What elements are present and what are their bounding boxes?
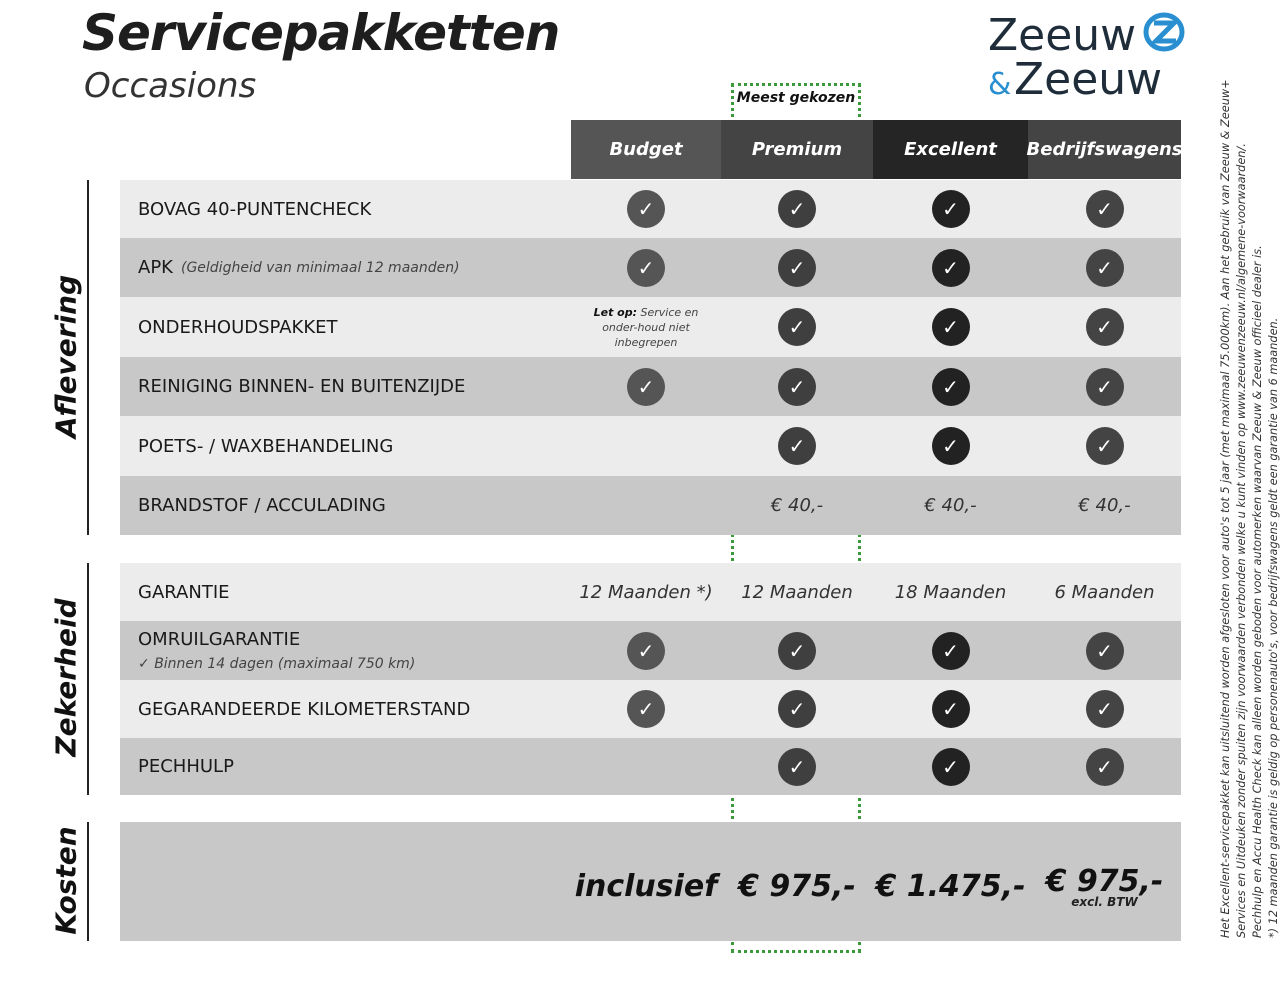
table-cell-bedrijfswagens [1028,180,1181,238]
column-header-excellent: Excellent [873,120,1028,179]
price-value: € 1.475,- [875,869,1026,904]
price-cell-budget [571,822,721,941]
footnotes [1218,79,1280,938]
check-circle-icon: ✓ [932,690,970,728]
svg-text:&: & [988,67,1012,100]
column-header-budget: Budget [571,120,721,179]
cell-value: € 40,- [770,495,824,516]
check-circle-icon: ✓ [778,427,816,465]
table-cell-excellent [873,416,1028,476]
check-circle-icon: ✓ [778,190,816,228]
table-cell-premium [721,621,873,680]
table-cell-budget [571,680,721,738]
table-row [120,563,1181,621]
section-divider-line [87,180,89,535]
row-label-text: POETS- / WAXBEHANDELING [138,435,394,457]
check-circle-icon: ✓ [778,308,816,346]
check-circle-icon: ✓ [932,190,970,228]
table-cell-premium [721,680,873,738]
table-row [120,476,1181,535]
table-cell-excellent [873,357,1028,416]
table-cell-budget [571,476,721,535]
footnote-line: Pechhulp en Accu Health Check kan alleen worden geboden voor automerken waarvan Zeeuw & Zeeuw officieel dealer is. [1251,245,1264,938]
row-label-text: ONDERHOUDSPAKKET [138,316,338,338]
check-circle-icon: ✓ [778,249,816,287]
table-cell-budget [571,180,721,238]
table-cell-premium [721,357,873,416]
table-row [120,180,1181,238]
table-cell-bedrijfswagens [1028,238,1181,297]
cell-value: € 40,- [924,495,977,516]
table-row [120,738,1181,795]
check-circle-icon: ✓ [932,368,970,406]
check-circle-icon: ✓ [627,368,665,406]
row-label [138,297,338,357]
column-header-bedrijfswagens: Bedrijfswagens [1028,120,1181,179]
table-cell-budget [571,297,721,357]
zeeuw-zeeuw-logo [988,8,1188,100]
footnote-line: *) 12 maanden garantie is geldig op personenauto's, voor bedrijfswagens geldt een garantie van 6 maanden. [1267,317,1280,938]
table-cell-excellent [873,680,1028,738]
table-cell-premium [721,180,873,238]
table-cell-excellent [873,476,1028,535]
footnote-line: Het Excellent-servicepakket kan uitsluitend worden afgesloten voor auto's tot 5 jaar (met maximaal 75.000km). Aan het gebruik van Zeeuw & Zeeuw+ [1219,79,1232,938]
section-divider-line [87,563,89,795]
most-chosen-label: Meest gekozen [736,90,856,106]
price-note: excl. BTW [1071,895,1138,909]
check-circle-icon: ✓ [1086,748,1124,786]
table-cell-premium [721,738,873,795]
svg-text:Zeeuw: Zeeuw [988,10,1137,61]
section-label-aflevering: Aflevering [49,274,83,438]
table-row [120,357,1181,416]
row-label-text: GARANTIE [138,581,230,603]
table-cell-budget [571,738,721,795]
table-row [120,416,1181,476]
row-sublabel: (Geldigheid van minimaal 12 maanden) [180,259,460,276]
table-cell-premium [721,297,873,357]
table-cell-excellent [873,180,1028,238]
check-circle-icon: ✓ [778,748,816,786]
price-cell-premium [721,822,873,941]
table-cell-excellent [873,297,1028,357]
row-label-text: APK [138,257,173,278]
cell-value: 12 Maanden [741,581,853,603]
check-circle-icon: ✓ [778,632,816,670]
table-cell-premium [721,476,873,535]
check-circle-icon: ✓ [932,427,970,465]
row-label [138,180,371,238]
row-label-text: OMRUILGARANTIE [138,629,301,650]
table-cell-bedrijfswagens [1028,357,1181,416]
table-cell-bedrijfswagens [1028,738,1181,795]
price-cell-bedrijfswagens [1028,822,1181,941]
check-circle-icon: ✓ [1086,427,1124,465]
table-cell-bedrijfswagens [1028,297,1181,357]
table-cell-bedrijfswagens [1028,680,1181,738]
table-row [120,238,1181,297]
table-cell-bedrijfswagens [1028,476,1181,535]
check-circle-icon: ✓ [778,690,816,728]
check-circle-icon: ✓ [627,632,665,670]
table-cell-budget [571,621,721,680]
table-cell-bedrijfswagens [1028,621,1181,680]
check-circle-icon: ✓ [1086,190,1124,228]
row-label [138,563,230,621]
note-bold: Let op: [593,305,637,319]
table-cell-premium [721,238,873,297]
table-cell-premium [721,563,873,621]
row-label [138,357,465,416]
check-circle-icon: ✓ [932,308,970,346]
table-row [120,680,1181,738]
table-cell-excellent [873,621,1028,680]
table-cell-excellent [873,563,1028,621]
row-label [138,476,386,535]
table-cell-budget [571,416,721,476]
check-circle-icon: ✓ [1086,308,1124,346]
cell-value: 18 Maanden [894,581,1007,603]
price-cell-excellent [873,822,1028,941]
check-circle-icon: ✓ [627,190,665,228]
price-value: € 975,- [738,869,856,904]
row-label-text: GEGARANDEERDE KILOMETERSTAND [138,698,471,720]
table-cell-premium [721,416,873,476]
check-circle-icon: ✓ [932,748,970,786]
table-cell-excellent [873,238,1028,297]
section-label-zekerheid: Zekerheid [49,598,83,757]
check-circle-icon: ✓ [627,249,665,287]
table-cell-budget [571,357,721,416]
section-divider-line [87,822,89,941]
check-circle-icon: ✓ [1086,249,1124,287]
check-circle-icon: ✓ [1086,368,1124,406]
table-cell-excellent [873,738,1028,795]
note-body: Service en onder-houd niet inbegrepen [602,305,699,349]
row-detail-text: Binnen 14 dagen (maximaal 750 km) [154,656,416,672]
check-circle-icon: ✓ [1086,690,1124,728]
page-subtitle: Occasions [84,66,257,106]
check-circle-icon: ✓ [1086,632,1124,670]
svg-text:Zeeuw: Zeeuw [1014,54,1163,100]
row-label-text: PECHHULP [138,756,234,777]
row-label [138,621,415,680]
section-label-kosten: Kosten [49,825,83,935]
check-circle-icon: ✓ [932,249,970,287]
table-row [120,297,1181,357]
check-circle-icon: ✓ [932,632,970,670]
footnote-line: Services en Uitdeuken zonder spuiten zijn voorwaarden verbonden welke u kunt vinden op www.zeeuwenzeeuw.nl/algemene-voorwaarden/. [1235,143,1248,938]
row-label [138,238,460,297]
note-text [581,305,711,350]
table-cell-budget [571,238,721,297]
cell-value: 12 Maanden *) [579,581,713,603]
row-label-text: REINIGING BINNEN- EN BUITENZIJDE [138,376,466,397]
price-value: inclusief [574,869,718,904]
column-header-premium: Premium [721,120,873,179]
cell-value: € 40,- [1078,495,1131,516]
table-row [120,621,1181,680]
check-circle-icon: ✓ [627,690,665,728]
row-detail [138,656,415,672]
page-title: Servicepakketten [82,4,560,62]
price-value: € 975,- [1045,864,1164,899]
row-label-text: BOVAG 40-PUNTENCHECK [138,198,372,220]
row-label [138,738,234,795]
table-cell-bedrijfswagens [1028,416,1181,476]
checkmark-icon: ✓ [138,656,155,672]
row-label [138,416,393,476]
cell-value: 6 Maanden [1054,581,1155,603]
table-cell-budget [571,563,721,621]
row-label [138,680,470,738]
table-cell-bedrijfswagens [1028,563,1181,621]
check-circle-icon: ✓ [778,368,816,406]
row-label-text: BRANDSTOF / ACCULADING [138,495,386,516]
cost-row [120,822,1181,941]
